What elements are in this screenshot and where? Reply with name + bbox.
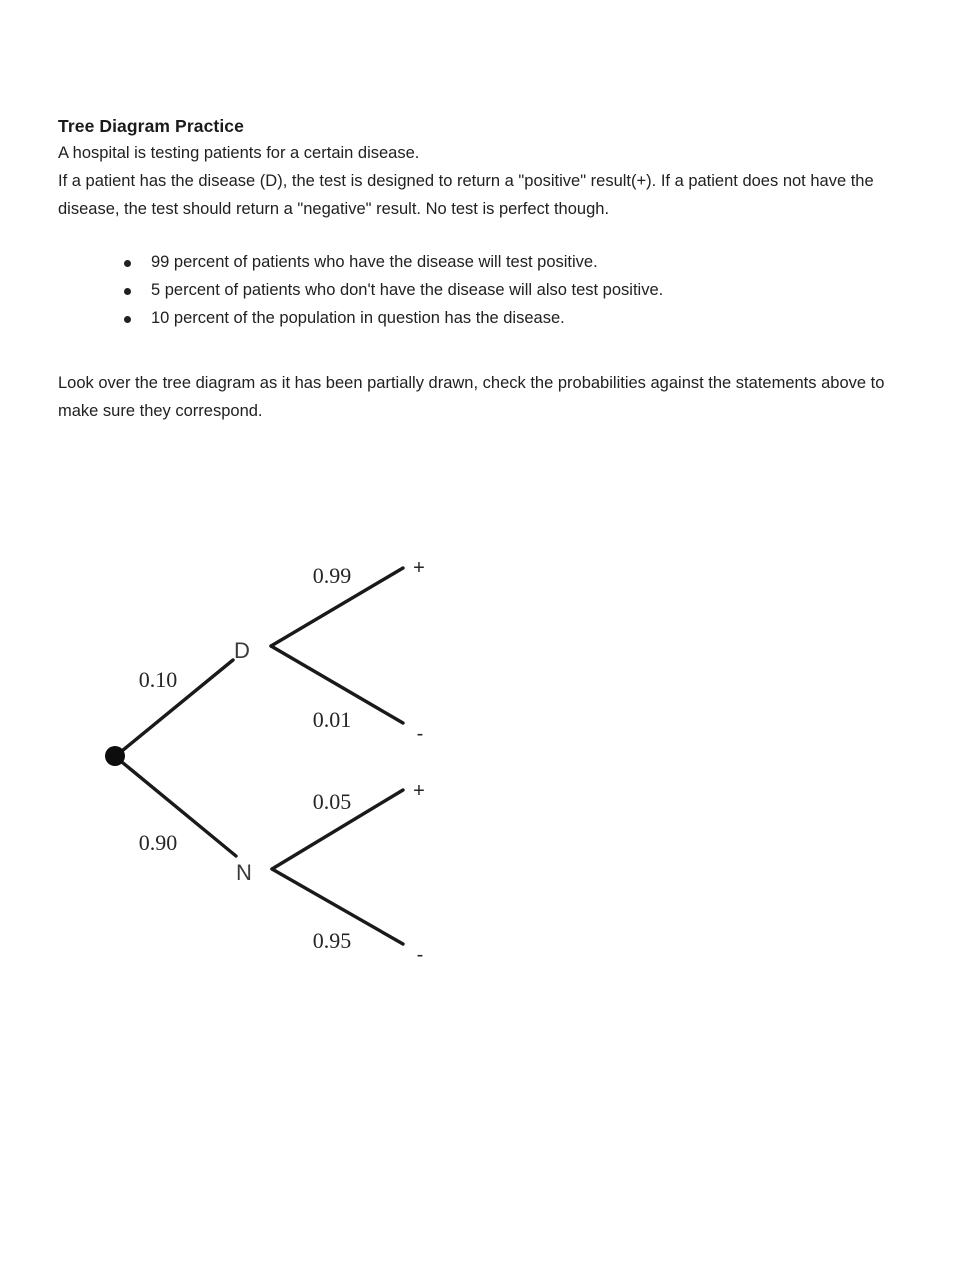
edge-probability-root-D: 0.10 <box>138 667 178 692</box>
intro-paragraph-block <box>58 140 918 223</box>
leaf-label-negative-nodisease: - <box>416 944 424 966</box>
probability-tree-diagram <box>58 520 478 990</box>
list-item <box>124 277 918 305</box>
leaf-label-positive-disease: + <box>413 557 425 579</box>
list-item <box>124 305 918 333</box>
list-item-label: 10 percent of the population in question has the disease. <box>151 308 565 327</box>
edge-probability-N-positive: 0.05 <box>312 789 352 814</box>
node-label-N: N <box>236 860 252 885</box>
document-body <box>58 112 918 426</box>
edge-probability-D-negative: 0.01 <box>312 707 352 732</box>
leaf-label-positive-nodisease: + <box>413 780 425 802</box>
intro-line-1: A hospital is testing patients for a certain disease. <box>58 144 420 162</box>
bullet-dot-icon <box>124 260 131 267</box>
list-item <box>124 249 918 277</box>
intro-line-2: If a patient has the disease (D), the test is designed to return a "positive" result(+). If a patient does not have the disease, the test should return a "negative" result. No test is perfect though. <box>58 171 874 218</box>
tree-diagram-svg <box>58 520 478 990</box>
closing-paragraph: Look over the tree diagram as it has been partially drawn, check the probabilities against the statements above to make sure they correspond. <box>58 374 885 420</box>
bullet-dot-icon <box>124 288 131 295</box>
bullet-dot-icon <box>124 316 131 323</box>
list-item-label: 99 percent of patients who have the disease will test positive. <box>151 253 598 272</box>
list-item-label: 5 percent of patients who don't have the disease will also test positive. <box>151 280 664 299</box>
edge-probability-D-positive: 0.99 <box>312 563 352 588</box>
node-label-D: D <box>234 638 250 663</box>
page-title: Tree Diagram Practice <box>58 116 244 136</box>
edge-probability-N-negative: 0.95 <box>312 928 352 953</box>
leaf-label-negative-disease: - <box>416 723 424 745</box>
root-node-dot <box>105 746 125 766</box>
facts-list <box>58 249 918 332</box>
edge-probability-root-N: 0.90 <box>138 830 178 855</box>
